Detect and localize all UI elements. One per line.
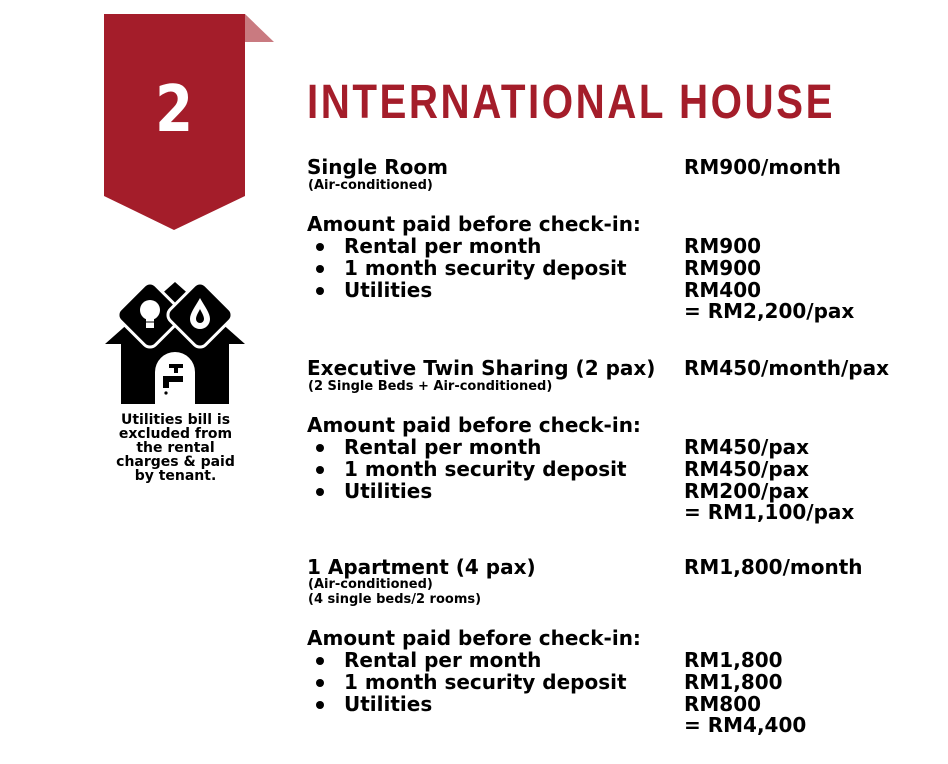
- room-note: (4 single beds/2 rooms): [308, 592, 482, 607]
- charge-label: 1 month security deposit: [344, 670, 627, 694]
- charge-label: Utilities: [344, 692, 433, 716]
- charge-label: Utilities: [344, 479, 433, 503]
- room-note: (2 Single Beds + Air-conditioned): [308, 379, 553, 394]
- bullet: [316, 488, 324, 496]
- total-amount: = RM4,400: [684, 713, 807, 737]
- bullet: [316, 287, 324, 295]
- charge-label: Rental per month: [344, 234, 542, 258]
- paid-heading: Amount paid before check-in:: [307, 212, 641, 236]
- bullet: [316, 679, 324, 687]
- room-name: 1 Apartment (4 pax): [307, 555, 536, 579]
- paid-heading: Amount paid before check-in:: [307, 413, 641, 437]
- charge-item: [316, 436, 916, 458]
- charge-item: [316, 458, 916, 480]
- room-price: RM900/month: [684, 155, 841, 179]
- charge-amount: RM800: [684, 692, 762, 716]
- bullet: [316, 444, 324, 452]
- charge-amount: RM450/pax: [684, 457, 810, 481]
- total-amount: = RM1,100/pax: [684, 500, 855, 524]
- charge-amount: RM400: [684, 278, 762, 302]
- room-name: Single Room: [307, 155, 448, 179]
- charge-amount: RM900: [684, 234, 762, 258]
- utilities-note-line: the rental: [136, 440, 215, 456]
- charge-amount: RM200/pax: [684, 479, 810, 503]
- room-name: Executive Twin Sharing (2 pax): [307, 356, 656, 380]
- total-amount: = RM2,200/pax: [684, 299, 855, 323]
- bullet: [316, 466, 324, 474]
- charge-amount: RM450/pax: [684, 435, 810, 459]
- section-number: 2: [155, 73, 193, 147]
- bullet: [316, 243, 324, 251]
- bullet: [316, 657, 324, 665]
- room-note: (Air-conditioned): [308, 178, 433, 193]
- charge-item: [316, 671, 916, 693]
- utilities-note-line: charges & paid: [116, 454, 235, 470]
- charge-label: Rental per month: [344, 648, 542, 672]
- paid-heading: Amount paid before check-in:: [307, 626, 641, 650]
- utilities-note-line: excluded from: [118, 426, 233, 442]
- room-note: (Air-conditioned): [308, 577, 433, 592]
- water-tap-icon: [155, 352, 195, 404]
- utilities-note-line: Utilities bill is: [120, 412, 231, 428]
- utilities-icon: [103, 272, 247, 404]
- charge-item: [316, 693, 916, 715]
- charge-item: [316, 279, 916, 301]
- utilities-note: [98, 413, 253, 483]
- charge-label: 1 month security deposit: [344, 256, 627, 280]
- charge-item: [316, 480, 916, 502]
- charge-amount: RM1,800: [684, 670, 783, 694]
- charge-label: 1 month security deposit: [344, 457, 627, 481]
- room-price: RM450/month/pax: [684, 356, 889, 380]
- charge-item: [316, 257, 916, 279]
- charge-item: [316, 235, 916, 257]
- bullet: [316, 265, 324, 273]
- charge-item: [316, 649, 916, 671]
- page-title: INTERNATIONAL HOUSE: [307, 76, 836, 129]
- utilities-note-line: by tenant.: [134, 468, 217, 484]
- charge-amount: RM1,800: [684, 648, 783, 672]
- charge-label: Utilities: [344, 278, 433, 302]
- charge-amount: RM900: [684, 256, 762, 280]
- bullet: [316, 701, 324, 709]
- room-price: RM1,800/month: [684, 555, 863, 579]
- charge-label: Rental per month: [344, 435, 542, 459]
